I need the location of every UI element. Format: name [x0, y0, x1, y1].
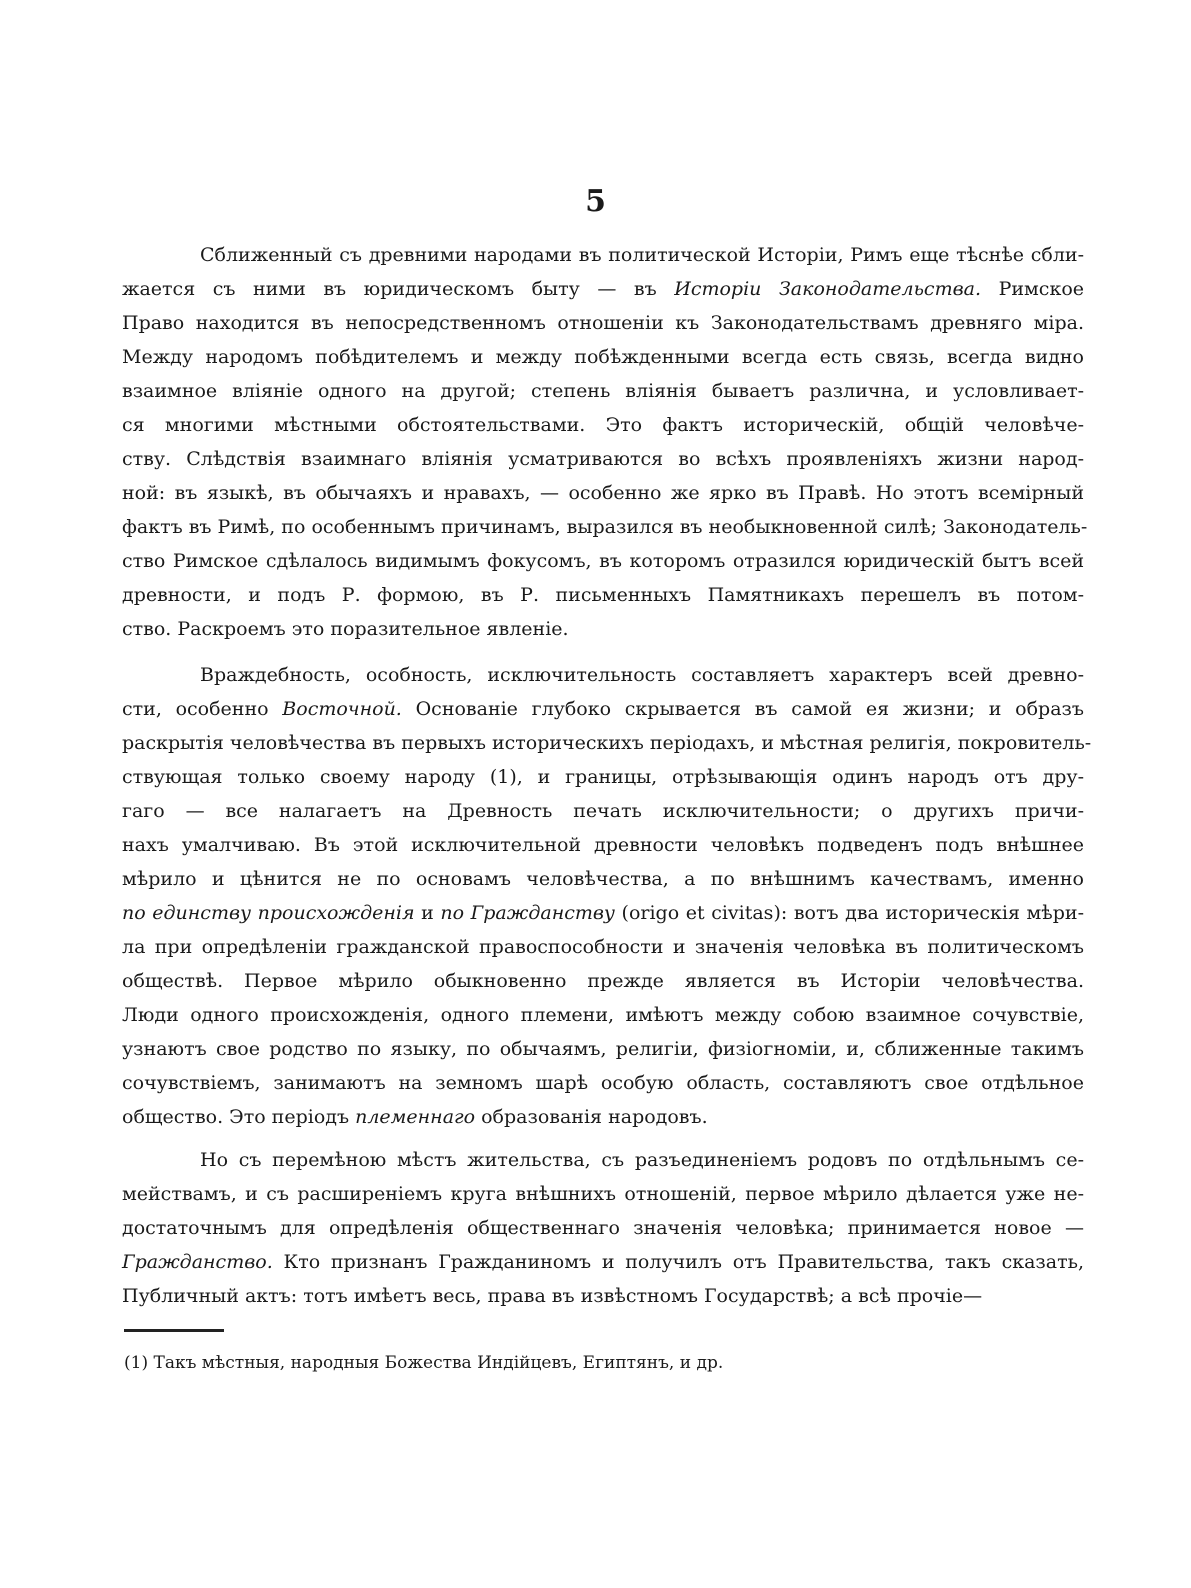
text-line: нахъ умалчиваю. Въ этой исключительной древности человѣкъ подведенъ подъ внѣшнее — [122, 834, 1084, 856]
text-line: обществѣ. Первое мѣрило обыкновенно прежде является въ Исторіи человѣчества. — [122, 970, 1084, 992]
text-line: ной: въ языкѣ, въ обычаяхъ и нравахъ, — особенно же ярко въ Правѣ. Но этотъ всемірный — [122, 482, 1084, 504]
text-line: Публичный актъ: тотъ имѣетъ весь, права въ извѣстномъ Государствѣ; а всѣ прочіе— — [122, 1285, 983, 1307]
text-line: сти, особенно Восточной. Основаніе глубоко скрывается въ самой ея жизни; и образъ — [122, 698, 1084, 720]
text-line: достаточнымъ для опредѣленія общественнаго значенія человѣка; принимается новое — — [122, 1217, 1084, 1239]
text-line: древности, и подъ Р. формою, въ Р. письменныхъ Памятникахъ перешелъ въ потом- — [122, 584, 1084, 606]
text-line: ству. Слѣдствія взаимнаго вліянія усматриваются во всѣхъ проявленіяхъ жизни народ- — [122, 448, 1084, 470]
text-line: жается съ ними въ юридическомъ быту — въ Исторіи Законодательства. Римское — [122, 278, 1085, 300]
text-line: Сближенный съ древними народами въ политической Исторіи, Римъ еще тѣснѣе сбли- — [200, 244, 1084, 266]
text-line: ся многими мѣстными обстоятельствами. Это фактъ историческій, общій человѣче- — [122, 414, 1084, 436]
text-line: мѣрило и цѣнится не по основамъ человѣчества, а по внѣшнимъ качествамъ, именно — [122, 868, 1084, 890]
page-number: 5 — [585, 184, 606, 219]
text-line: Гражданство. Кто признанъ Гражданиномъ и получилъ отъ Правительства, такъ сказать, — [122, 1251, 1084, 1273]
text-line: раскрытія человѣчества въ первыхъ историческихъ періодахъ, и мѣстная религія, покровитель- — [122, 732, 1092, 754]
text-line: ла при опредѣленіи гражданской правоспособности и значенія человѣка въ политическомъ — [122, 936, 1084, 958]
text-line: Враждебность, особность, исключительность составляетъ характеръ всей древно- — [200, 664, 1084, 686]
text-line: ство. Раскроемъ это поразительное явленіе. — [122, 618, 569, 640]
text-line: по единству происхожденія и по Гражданству (origo et civitas): вотъ два историческія мѣри- — [122, 902, 1084, 924]
text-line: гаго — все налагаетъ на Древность печать исключительности; о другихъ причи- — [122, 800, 1084, 822]
text-line: мействамъ, и съ расширеніемъ круга внѣшнихъ отношеній, первое мѣрило дѣлается уже не- — [122, 1183, 1084, 1205]
text-line: ство Римское сдѣлалось видимымъ фокусомъ, въ которомъ отразился юридическій бытъ всей — [122, 550, 1084, 572]
text-line: фактъ въ Римѣ, по особеннымъ причинамъ, выразился въ необыкновенной силѣ; Законодатель- — [122, 516, 1088, 538]
footnote-divider — [124, 1329, 224, 1332]
paragraph-3 — [122, 1143, 1084, 1313]
text-line: Но съ перемѣною мѣстъ жительства, съ разъединеніемъ родовъ по отдѣльнымъ се- — [200, 1149, 1084, 1171]
text-line: узнаютъ свое родство по языку, по обычаямъ, религіи, физіогноміи, и, сближенные такимъ — [122, 1038, 1084, 1060]
text-line: общество. Это періодъ племеннаго образованія народовъ. — [122, 1106, 708, 1128]
paragraph-1 — [122, 238, 1088, 646]
text-line: Люди одного происхожденія, одного племени, имѣютъ между собою взаимное сочувствіе, — [122, 1004, 1084, 1026]
text-line: сочувствіемъ, занимаютъ на земномъ шарѣ особую область, составляютъ свое отдѣльное — [122, 1072, 1084, 1094]
text-line: ствующая только своему народу (1), и границы, отрѣзывающія одинъ народъ отъ дру- — [122, 766, 1084, 788]
text-line: взаимное вліяніе одного на другой; степень вліянія бываетъ различна, и условливает- — [122, 380, 1084, 402]
text-line: Между народомъ побѣдителемъ и между побѣжденными всегда есть связь, всегда видно — [122, 346, 1084, 368]
footnote: (1) Такъ мѣстныя, народныя Божества Индійцевъ, Египтянъ, и др. — [124, 1353, 724, 1373]
paragraph-2 — [122, 658, 1092, 1134]
text-line: Право находится въ непосредственномъ отношеніи къ Законодательствамъ древняго міра. — [122, 312, 1084, 334]
